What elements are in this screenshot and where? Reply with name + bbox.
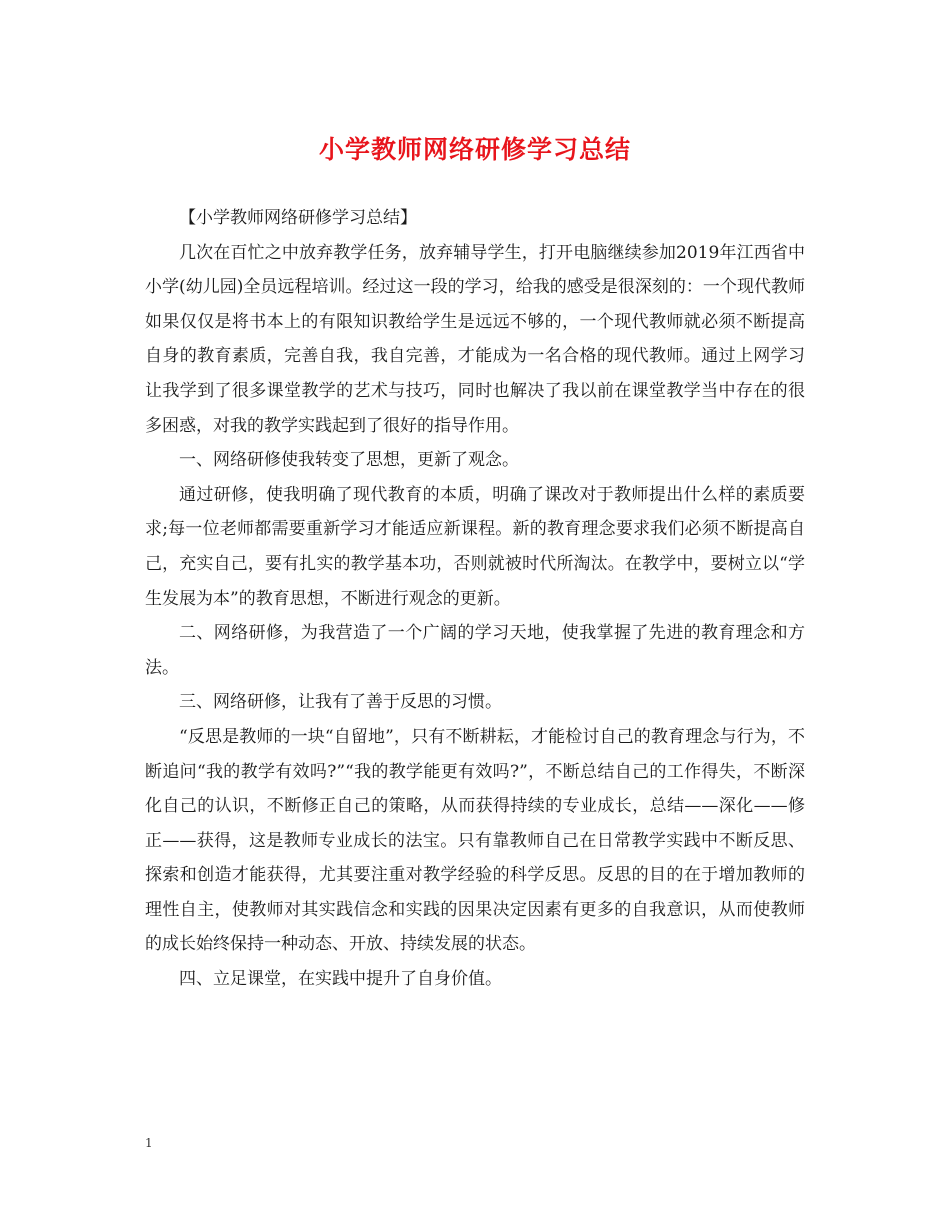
paragraph-heading-1: 一、网络研修使我转变了思想，更新了观念。 (179, 450, 519, 471)
paragraph-heading-3: 三、网络研修，让我有了善于反思的习惯。 (179, 692, 502, 713)
page-number: 1 (145, 1136, 153, 1150)
paragraph-header: 【小学教师网络研修学习总结】 (179, 208, 417, 228)
paragraph-heading-4: 四、立足课堂，在实践中提升了自身价值。 (179, 969, 502, 990)
paragraph-section-3: “反思是教师的一块“自留地”，只有不断耕耘，才能检讨自己的教育理念与行为，不断追问“我的教学有效吗?”“我的教学能更有效吗?”，不断总结自己的工作得失，不断深化自己的认识，不断修正自己的策略，从而获得持续的专业成长，总结——深化——修正——获得，这是教师专业成长的法宝。只有靠教师自己在日常教学实践中不断反思、探索和创造才能获得，尤其要注重对教学经验的科学反思。反思的目的在于增加教师的理性自主，使教师对其实践信念和实践的因果决定因素有更多的自我意识，从而使教师的成长始终保持一种动态、开放、持续发展的状态。 (145, 726, 805, 955)
document-body (145, 201, 805, 997)
document-title: 小学教师网络研修学习总结 (318, 135, 631, 164)
paragraph-heading-2: 二、网络研修，为我营造了一个广阔的学习天地，使我掌握了先进的教育理念和方法。 (145, 623, 805, 678)
paragraph-intro: 几次在百忙之中放弃教学任务，放弃辅导学生，打开电脑继续参加2019年江西省中小学(幼儿园)全员远程培训。经过这一段的学习，给我的感受是很深刻的：一个现代教师如果仅仅是将书本上的有限知识教给学生是远远不够的，一个现代教师就必须不断提高自身的教育素质，完善自我，我自完善，才能成为一名合格的现代教师。通过上网学习让我学到了很多课堂教学的艺术与技巧，同时也解决了我以前在课堂教学当中存在的很多困惑，对我的教学实践起到了很好的指导作用。 (145, 242, 805, 436)
paragraph-section-1: 通过研修，使我明确了现代教育的本质，明确了课改对于教师提出什么样的素质要求;每一位老师都需要重新学习才能适应新课程。新的教育理念要求我们必须不断提高自己，充实自己，要有扎实的教学基本功，否则就被时代所淘汰。在教学中，要树立以“学生发展为本”的教育思想，不断进行观念的更新。 (145, 484, 805, 609)
